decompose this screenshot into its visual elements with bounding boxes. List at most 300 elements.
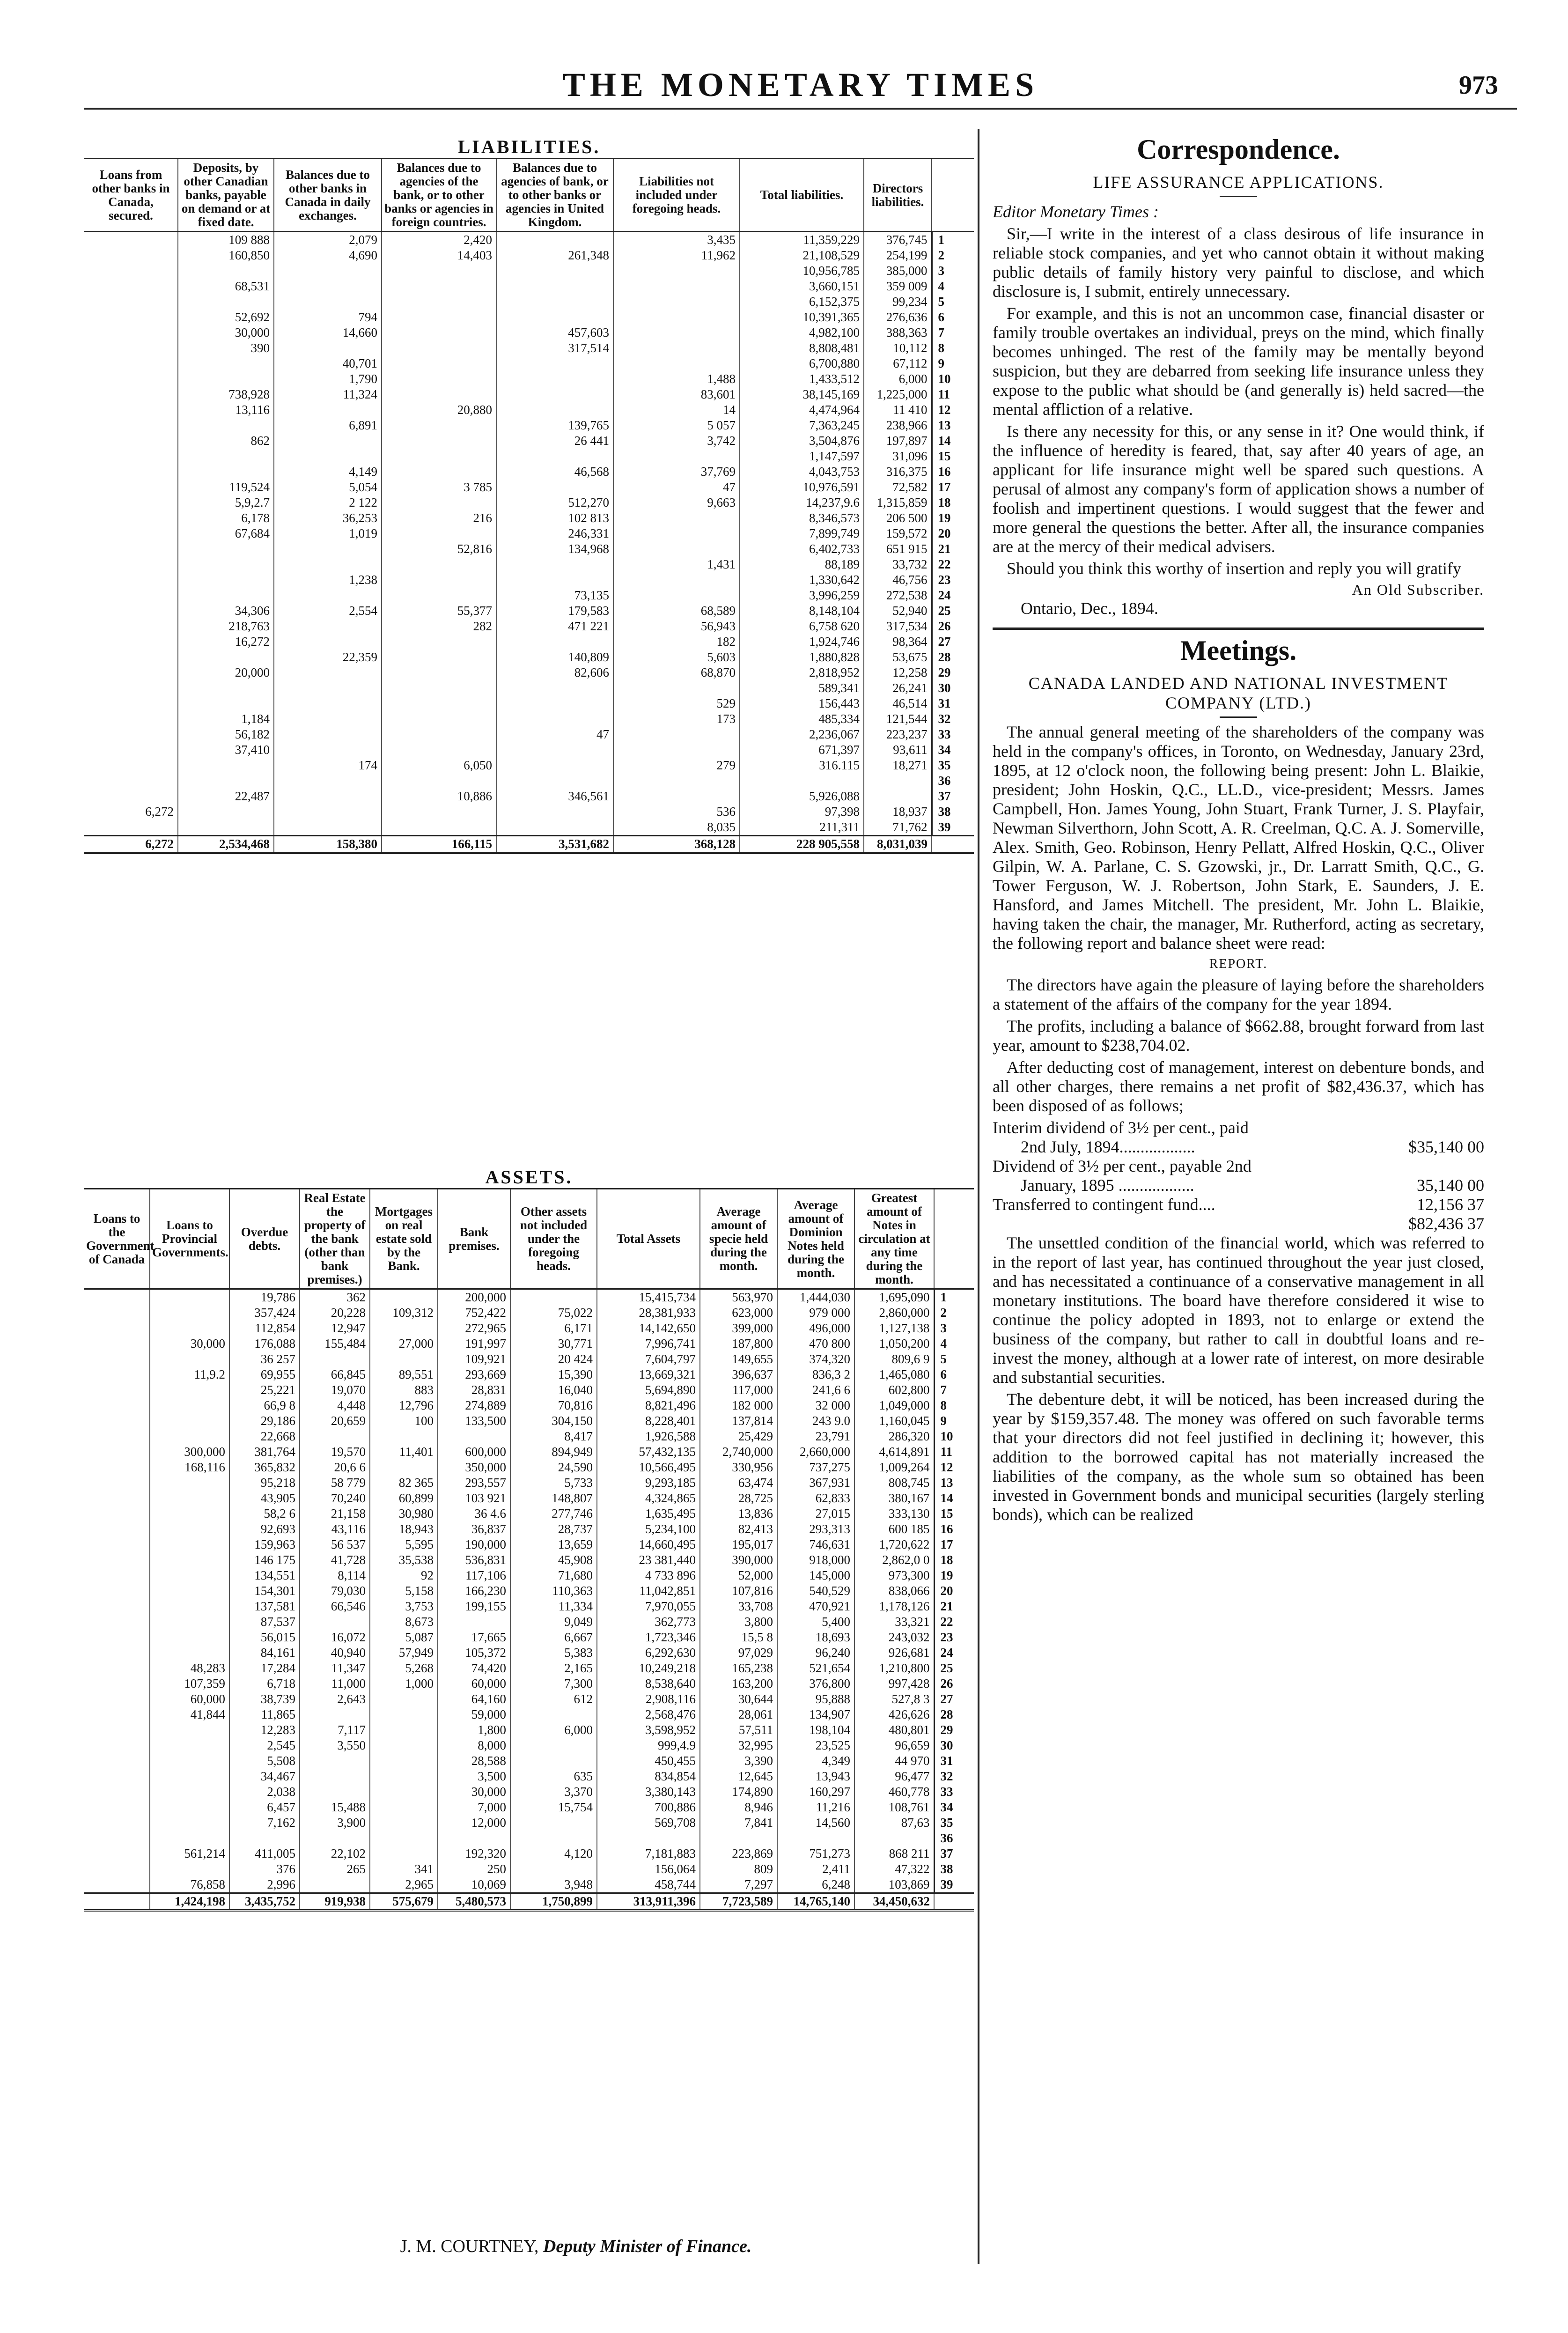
table-cell: 277,746 bbox=[510, 1506, 597, 1521]
assets-body bbox=[84, 1289, 974, 1911]
table-cell: 26,241 bbox=[864, 680, 932, 696]
table-cell bbox=[84, 1336, 150, 1351]
totals-row bbox=[84, 836, 974, 853]
table-cell: 15,415,734 bbox=[597, 1289, 700, 1306]
row-number: 37 bbox=[934, 1846, 974, 1861]
table-cell: 359 009 bbox=[864, 279, 932, 294]
table-cell bbox=[613, 680, 740, 696]
table-cell: 362 bbox=[300, 1289, 370, 1306]
table-cell bbox=[84, 588, 178, 603]
table-cell bbox=[382, 387, 496, 402]
table-cell bbox=[370, 1722, 438, 1738]
table-cell: 286,320 bbox=[854, 1429, 934, 1444]
table-cell: 140,809 bbox=[496, 650, 613, 665]
table-cell bbox=[84, 1351, 150, 1367]
table-cell: 14,142,650 bbox=[597, 1321, 700, 1336]
row-number: 18 bbox=[934, 1552, 974, 1568]
table-cell: 14 bbox=[613, 402, 740, 418]
table-cell: 187,800 bbox=[700, 1336, 777, 1351]
row-number: 33 bbox=[934, 1784, 974, 1800]
account-label: 2nd July, 1894.................. bbox=[1021, 1137, 1195, 1156]
table-cell: 179,583 bbox=[496, 603, 613, 619]
column-header: Greatest amount of Notes in circulation at any time during the month. bbox=[854, 1189, 934, 1289]
table-cell bbox=[370, 1321, 438, 1336]
table-cell bbox=[370, 1831, 438, 1846]
table-cell bbox=[382, 773, 496, 789]
table-cell: 10,956,785 bbox=[740, 263, 864, 279]
table-cell: 37,769 bbox=[613, 464, 740, 480]
table-cell bbox=[370, 1815, 438, 1831]
table-cell bbox=[613, 572, 740, 588]
table-row bbox=[84, 1831, 974, 1846]
table-cell: 16,040 bbox=[510, 1382, 597, 1398]
table-cell: 7,970,055 bbox=[597, 1599, 700, 1614]
table-cell: 6,248 bbox=[777, 1877, 854, 1893]
table-row bbox=[84, 634, 974, 650]
table-cell: 36,837 bbox=[438, 1521, 510, 1537]
total-cell bbox=[934, 1893, 974, 1911]
table-cell: 529 bbox=[613, 696, 740, 711]
table-cell: 195,017 bbox=[700, 1537, 777, 1552]
table-cell bbox=[382, 340, 496, 356]
table-row bbox=[84, 572, 974, 588]
table-cell: 13,659 bbox=[510, 1537, 597, 1552]
table-cell bbox=[496, 680, 613, 696]
table-cell: 13,669,321 bbox=[597, 1367, 700, 1382]
table-cell: 602,800 bbox=[854, 1382, 934, 1398]
table-cell bbox=[84, 1382, 150, 1398]
table-cell bbox=[382, 557, 496, 572]
table-cell: 6,891 bbox=[274, 418, 382, 433]
table-cell: 87,537 bbox=[229, 1614, 300, 1630]
table-cell: 14,660 bbox=[274, 325, 382, 340]
table-cell: 396,637 bbox=[700, 1367, 777, 1382]
table-cell: 2,411 bbox=[777, 1861, 854, 1877]
table-cell bbox=[274, 680, 382, 696]
table-cell bbox=[370, 1351, 438, 1367]
table-cell: 62,833 bbox=[777, 1491, 854, 1506]
table-cell: 2,038 bbox=[229, 1784, 300, 1800]
table-cell bbox=[178, 650, 274, 665]
table-cell: 38,145,169 bbox=[740, 387, 864, 402]
table-cell: 103 921 bbox=[438, 1491, 510, 1506]
table-cell bbox=[510, 1815, 597, 1831]
table-cell: 2 122 bbox=[274, 495, 382, 510]
table-cell: 600 185 bbox=[854, 1521, 934, 1537]
table-row bbox=[84, 1784, 974, 1800]
table-cell bbox=[178, 758, 274, 773]
table-cell: 316,375 bbox=[864, 464, 932, 480]
table-cell bbox=[84, 1568, 150, 1583]
table-row bbox=[84, 1521, 974, 1537]
table-cell: 12,796 bbox=[370, 1398, 438, 1413]
table-cell bbox=[274, 619, 382, 634]
table-cell: 3,390 bbox=[700, 1753, 777, 1769]
table-cell bbox=[84, 371, 178, 387]
table-cell: 139,765 bbox=[496, 418, 613, 433]
table-cell: 23 381,440 bbox=[597, 1552, 700, 1568]
table-cell bbox=[496, 294, 613, 310]
table-cell: 2,860,000 bbox=[854, 1305, 934, 1321]
total-cell bbox=[84, 1893, 150, 1911]
table-cell: 341 bbox=[370, 1861, 438, 1877]
table-cell bbox=[150, 1351, 229, 1367]
table-cell: 746,631 bbox=[777, 1537, 854, 1552]
table-cell bbox=[84, 279, 178, 294]
table-cell: 1,800 bbox=[438, 1722, 510, 1738]
table-cell bbox=[274, 711, 382, 727]
table-cell bbox=[510, 1831, 597, 1846]
total-cell: 158,380 bbox=[274, 836, 382, 853]
table-cell bbox=[178, 804, 274, 820]
report-paragraph: The unsettled condition of the financial world, which was referred to in the report of last year, has continued throughout the year just closed, and has necessitated a continuance of a conservative management in all monetary institutions. The board have therefore considered it wise to continue the policy adopted in 1893, not to enlarge or extend the business of the company, but rather to call in doubtful loans and re-invest the money, although at a lower rate of interest, on more desirable and substantial securities. bbox=[993, 1233, 1484, 1387]
row-number: 16 bbox=[934, 1521, 974, 1537]
total-cell: 1,750,899 bbox=[510, 1893, 597, 1911]
table-cell: 5,595 bbox=[370, 1537, 438, 1552]
table-row bbox=[84, 279, 974, 294]
table-cell: 274,889 bbox=[438, 1398, 510, 1413]
table-cell: 3,996,259 bbox=[740, 588, 864, 603]
row-number: 24 bbox=[934, 1645, 974, 1661]
table-row bbox=[84, 680, 974, 696]
table-cell bbox=[370, 1784, 438, 1800]
table-cell: 82,606 bbox=[496, 665, 613, 680]
report-heading: REPORT. bbox=[1209, 957, 1268, 971]
table-cell: 5,087 bbox=[370, 1630, 438, 1645]
table-row bbox=[84, 1321, 974, 1336]
table-cell: 317,534 bbox=[864, 619, 932, 634]
row-number: 39 bbox=[934, 1877, 974, 1893]
table-cell bbox=[150, 1722, 229, 1738]
table-cell bbox=[150, 1568, 229, 1583]
table-cell: 254,199 bbox=[864, 248, 932, 263]
table-cell: 69,955 bbox=[229, 1367, 300, 1382]
table-row bbox=[84, 696, 974, 711]
column-header: Directors liabilities. bbox=[864, 159, 932, 232]
table-cell bbox=[84, 1521, 150, 1537]
table-row bbox=[84, 433, 974, 449]
table-cell: 66,845 bbox=[300, 1367, 370, 1382]
table-cell: 457,603 bbox=[496, 325, 613, 340]
table-cell: 11,334 bbox=[510, 1599, 597, 1614]
table-cell bbox=[84, 696, 178, 711]
table-cell: 15,5 8 bbox=[700, 1630, 777, 1645]
table-cell bbox=[496, 356, 613, 371]
row-number: 14 bbox=[932, 433, 974, 449]
table-cell: 133,500 bbox=[438, 1413, 510, 1429]
letter-signoff: An Old Subscriber. bbox=[1352, 581, 1484, 598]
table-cell: 2,568,476 bbox=[597, 1707, 700, 1722]
assets-section bbox=[84, 1166, 974, 1912]
table-cell: 108,761 bbox=[854, 1800, 934, 1815]
table-cell bbox=[84, 1321, 150, 1336]
table-cell: 10,249,218 bbox=[597, 1661, 700, 1676]
table-cell: 279 bbox=[613, 758, 740, 773]
report-paragraph: After deducting cost of management, interest on debenture bonds, and all other charges, there remains a net profit of $82,436.37, which has been disposed of as follows; bbox=[993, 1058, 1484, 1115]
table-cell: 13,116 bbox=[178, 402, 274, 418]
table-cell bbox=[84, 1738, 150, 1753]
table-cell bbox=[84, 1676, 150, 1691]
row-number: 3 bbox=[932, 263, 974, 279]
table-cell: 367,931 bbox=[777, 1475, 854, 1491]
table-cell: 365,832 bbox=[229, 1460, 300, 1475]
table-cell: 4,349 bbox=[777, 1753, 854, 1769]
table-cell: 527,8 3 bbox=[854, 1691, 934, 1707]
table-cell bbox=[613, 541, 740, 557]
table-cell: 200,000 bbox=[438, 1289, 510, 1306]
table-cell: 20,6 6 bbox=[300, 1460, 370, 1475]
table-cell bbox=[84, 619, 178, 634]
row-number: 3 bbox=[934, 1321, 974, 1336]
table-cell: 18,693 bbox=[777, 1630, 854, 1645]
table-cell bbox=[84, 1444, 150, 1460]
table-cell bbox=[382, 325, 496, 340]
table-row bbox=[84, 1491, 974, 1506]
table-cell bbox=[496, 820, 613, 836]
table-row bbox=[84, 773, 974, 789]
table-cell: 250 bbox=[438, 1861, 510, 1877]
table-cell: 350,000 bbox=[438, 1460, 510, 1475]
table-cell bbox=[178, 263, 274, 279]
table-cell bbox=[740, 773, 864, 789]
row-number: 24 bbox=[932, 588, 974, 603]
row-number: 5 bbox=[934, 1351, 974, 1367]
row-number: 8 bbox=[932, 340, 974, 356]
table-cell bbox=[84, 480, 178, 495]
table-cell: 4,448 bbox=[300, 1398, 370, 1413]
table-cell: 3,742 bbox=[613, 433, 740, 449]
table-cell: 7,000 bbox=[438, 1800, 510, 1815]
table-cell: 1,635,495 bbox=[597, 1506, 700, 1521]
table-cell: 174,890 bbox=[700, 1784, 777, 1800]
table-cell bbox=[613, 356, 740, 371]
table-cell bbox=[150, 1753, 229, 1769]
table-cell: 6,402,733 bbox=[740, 541, 864, 557]
table-row bbox=[84, 1444, 974, 1460]
total-cell: 34,450,632 bbox=[854, 1893, 934, 1911]
account-amount: $82,436 37 bbox=[1408, 1214, 1484, 1233]
table-cell bbox=[229, 1831, 300, 1846]
correspondence-subheading: LIFE ASSURANCE APPLICATIONS. bbox=[1093, 173, 1384, 192]
table-row bbox=[84, 1691, 974, 1707]
table-cell: 41,844 bbox=[150, 1707, 229, 1722]
table-cell: 58,2 6 bbox=[229, 1506, 300, 1521]
row-number: 36 bbox=[934, 1831, 974, 1846]
row-number: 25 bbox=[932, 603, 974, 619]
table-cell bbox=[150, 1552, 229, 1568]
table-cell bbox=[150, 1491, 229, 1506]
table-cell bbox=[370, 1738, 438, 1753]
column-header: Bank premises. bbox=[438, 1189, 510, 1289]
table-row bbox=[84, 340, 974, 356]
table-cell: 145,000 bbox=[777, 1568, 854, 1583]
column-header: Balances due to agencies of bank, or to other banks or agencies in United Kingdom. bbox=[496, 159, 613, 232]
table-cell: 390,000 bbox=[700, 1552, 777, 1568]
table-cell bbox=[510, 1753, 597, 1769]
table-row bbox=[84, 1475, 974, 1491]
table-cell bbox=[84, 325, 178, 340]
table-cell: 32,995 bbox=[700, 1738, 777, 1753]
table-cell: 89,551 bbox=[370, 1367, 438, 1382]
table-cell: 5,694,890 bbox=[597, 1382, 700, 1398]
table-cell: 109,312 bbox=[370, 1305, 438, 1321]
table-cell: 87,63 bbox=[854, 1815, 934, 1831]
table-cell: 809 bbox=[700, 1861, 777, 1877]
table-cell: 536,831 bbox=[438, 1552, 510, 1568]
table-cell: 5,054 bbox=[274, 480, 382, 495]
table-row bbox=[84, 495, 974, 510]
table-cell bbox=[84, 557, 178, 572]
table-cell: 55,377 bbox=[382, 603, 496, 619]
row-number: 25 bbox=[934, 1661, 974, 1676]
table-cell bbox=[150, 1521, 229, 1537]
table-cell bbox=[84, 464, 178, 480]
table-row bbox=[84, 371, 974, 387]
table-cell: 973,300 bbox=[854, 1568, 934, 1583]
table-cell: 6,718 bbox=[229, 1676, 300, 1691]
row-number: 1 bbox=[932, 232, 974, 248]
table-cell: 1,880,828 bbox=[740, 650, 864, 665]
row-number: 30 bbox=[932, 680, 974, 696]
table-cell: 33,708 bbox=[700, 1599, 777, 1614]
table-cell: 15,488 bbox=[300, 1800, 370, 1815]
table-cell: 22,102 bbox=[300, 1846, 370, 1861]
row-number: 1 bbox=[934, 1289, 974, 1306]
table-cell bbox=[274, 588, 382, 603]
table-cell: 11,042,851 bbox=[597, 1583, 700, 1599]
table-cell: 5,268 bbox=[370, 1661, 438, 1676]
row-number: 29 bbox=[932, 665, 974, 680]
table-cell bbox=[178, 464, 274, 480]
table-cell: 174 bbox=[274, 758, 382, 773]
table-cell bbox=[438, 1429, 510, 1444]
table-cell: 6,171 bbox=[510, 1321, 597, 1336]
table-row bbox=[84, 804, 974, 820]
table-cell: 56,943 bbox=[613, 619, 740, 634]
table-cell bbox=[300, 1831, 370, 1846]
table-cell: 223,237 bbox=[864, 727, 932, 742]
table-cell: 20,880 bbox=[382, 402, 496, 418]
table-cell bbox=[84, 495, 178, 510]
table-cell bbox=[370, 1800, 438, 1815]
table-cell: 64,160 bbox=[438, 1691, 510, 1707]
table-cell bbox=[84, 1552, 150, 1568]
table-cell: 276,636 bbox=[864, 310, 932, 325]
table-cell: 7,996,741 bbox=[597, 1336, 700, 1351]
table-cell bbox=[613, 294, 740, 310]
table-cell bbox=[84, 1460, 150, 1475]
table-cell bbox=[510, 1707, 597, 1722]
table-cell bbox=[496, 232, 613, 248]
table-cell: 376,745 bbox=[864, 232, 932, 248]
table-cell: 5,508 bbox=[229, 1753, 300, 1769]
table-cell: 2,818,952 bbox=[740, 665, 864, 680]
table-row bbox=[84, 1676, 974, 1691]
row-number: 28 bbox=[934, 1707, 974, 1722]
row-number: 2 bbox=[932, 248, 974, 263]
table-cell: 12,258 bbox=[864, 665, 932, 680]
table-cell: 1,465,080 bbox=[854, 1367, 934, 1382]
table-cell: 8,346,573 bbox=[740, 510, 864, 526]
table-cell: 11 410 bbox=[864, 402, 932, 418]
table-cell: 8,035 bbox=[613, 820, 740, 836]
table-cell bbox=[370, 1429, 438, 1444]
table-cell: 1,160,045 bbox=[854, 1413, 934, 1429]
table-cell: 17,284 bbox=[229, 1661, 300, 1676]
table-cell: 8,000 bbox=[438, 1738, 510, 1753]
table-cell bbox=[178, 680, 274, 696]
table-cell: 134,551 bbox=[229, 1568, 300, 1583]
table-cell: 28,831 bbox=[438, 1382, 510, 1398]
table-cell bbox=[613, 263, 740, 279]
table-cell: 156,064 bbox=[597, 1861, 700, 1877]
table-cell: 137,581 bbox=[229, 1599, 300, 1614]
table-cell bbox=[178, 572, 274, 588]
table-cell bbox=[438, 1831, 510, 1846]
table-cell: 1,444,030 bbox=[777, 1289, 854, 1306]
table-cell: 2,740,000 bbox=[700, 1444, 777, 1460]
table-cell: 381,764 bbox=[229, 1444, 300, 1460]
row-number: 7 bbox=[932, 325, 974, 340]
table-cell: 1,184 bbox=[178, 711, 274, 727]
table-cell: 7,300 bbox=[510, 1676, 597, 1691]
table-cell bbox=[274, 634, 382, 650]
table-cell: 918,000 bbox=[777, 1552, 854, 1568]
table-row bbox=[84, 1351, 974, 1367]
table-cell bbox=[496, 773, 613, 789]
account-label: Interim dividend of 3½ per cent., paid bbox=[993, 1118, 1249, 1137]
table-cell: 182 bbox=[613, 634, 740, 650]
table-cell: 10,069 bbox=[438, 1877, 510, 1893]
table-cell: 485,334 bbox=[740, 711, 864, 727]
table-cell: 56,182 bbox=[178, 727, 274, 742]
table-cell bbox=[382, 433, 496, 449]
table-cell: 2,420 bbox=[382, 232, 496, 248]
table-cell: 12,645 bbox=[700, 1769, 777, 1784]
table-cell: 7,604,797 bbox=[597, 1351, 700, 1367]
table-cell bbox=[382, 572, 496, 588]
table-cell: 293,557 bbox=[438, 1475, 510, 1491]
row-number: 17 bbox=[934, 1537, 974, 1552]
table-cell: 282 bbox=[382, 619, 496, 634]
table-row bbox=[84, 541, 974, 557]
table-cell: 6,000 bbox=[864, 371, 932, 387]
row-number: 6 bbox=[932, 310, 974, 325]
table-cell bbox=[84, 1413, 150, 1429]
column-header: Overdue debts. bbox=[229, 1189, 300, 1289]
table-cell: 18,271 bbox=[864, 758, 932, 773]
liabilities-section bbox=[84, 136, 974, 854]
publication-title: THE MONETARY TIMES bbox=[562, 66, 1039, 103]
table-cell: 44 970 bbox=[854, 1753, 934, 1769]
table-cell: 96,659 bbox=[854, 1738, 934, 1753]
table-cell bbox=[496, 804, 613, 820]
table-cell: 997,428 bbox=[854, 1676, 934, 1691]
table-cell bbox=[274, 263, 382, 279]
meetings-heading: Meetings. bbox=[1180, 635, 1297, 666]
table-cell: 540,529 bbox=[777, 1583, 854, 1599]
table-cell bbox=[382, 820, 496, 836]
row-number: 26 bbox=[934, 1676, 974, 1691]
table-cell bbox=[274, 557, 382, 572]
table-cell bbox=[300, 1351, 370, 1367]
table-row bbox=[84, 1877, 974, 1893]
table-cell: 173 bbox=[613, 711, 740, 727]
column-header: Average amount of Dominion Notes held during the month. bbox=[777, 1189, 854, 1289]
table-cell bbox=[854, 1831, 934, 1846]
table-cell bbox=[613, 526, 740, 541]
table-cell bbox=[274, 340, 382, 356]
